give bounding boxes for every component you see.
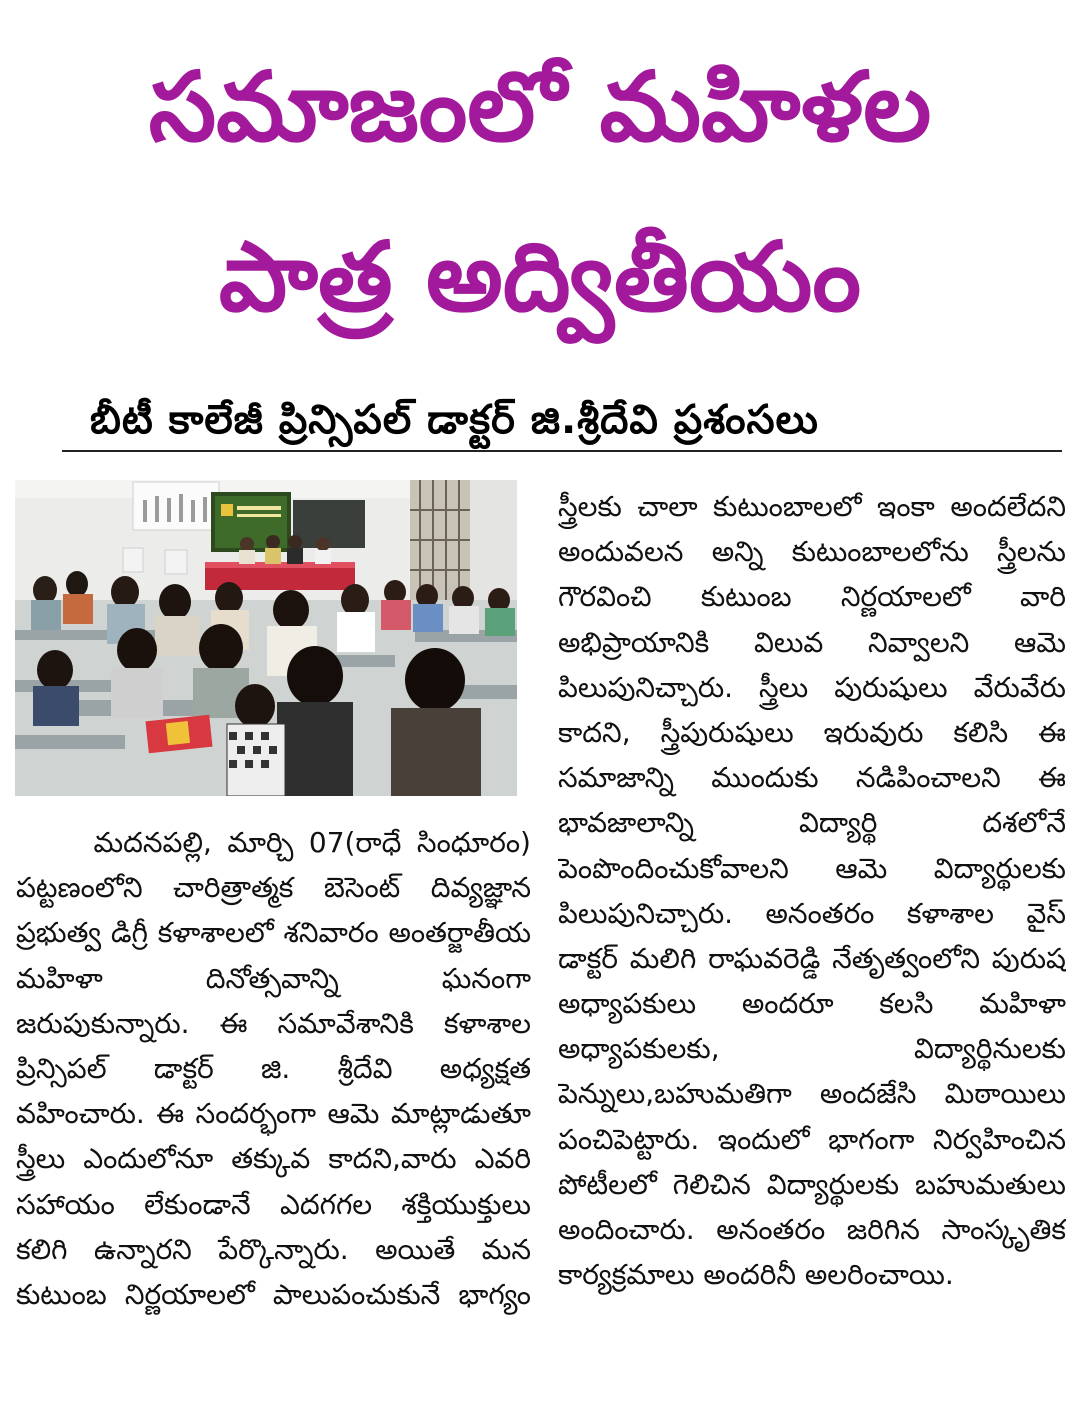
article-line: పంచిపెట్టారు. ఇందులో భాగంగా నిర్వహించిన <box>558 1122 1066 1156</box>
headline-line-1: సమాజంలో మహిళల <box>148 51 932 163</box>
article-line: డాక్టర్ మలిగి రాఘవరెడ్డి నేతృత్వంలోని పురుష <box>558 941 1066 975</box>
article-line: అధ్యాపకులకు, విద్యార్థినులకు <box>558 1032 1066 1066</box>
subheadline: బీటీ కాలేజీ ప్రిన్సిపల్ డాక్టర్ జి.శ్రీదేవి ప్రశంసలు <box>90 397 819 443</box>
article-line: పెన్నులు,బహుమతిగా అందజేసి మిఠాయిలు <box>558 1077 1066 1111</box>
article-photo <box>15 480 517 796</box>
article-line: గౌరవించి కుటుంబ నిర్ణయాలలో వారి <box>558 580 1066 614</box>
article-line: కలిగి ఉన్నారని పేర్కొన్నారు. అయితే మన <box>16 1232 531 1266</box>
subheadline-rule <box>62 450 1062 452</box>
classroom-photo-illustration <box>15 480 517 796</box>
article-line: పిలుపునిచ్చారు. స్త్రీలు పురుషులు వేరువేరు <box>558 670 1066 704</box>
article-line: అందించారు. అనంతరం జరిగిన సాంస్కృతిక <box>558 1213 1066 1246</box>
article-line: కుటుంబ నిర్ణయాలలో పాలుపంచుకునే భాగ్యం <box>16 1277 531 1311</box>
article-line: అభిప్రాయానికి విలువ నివ్వాలని ఆమె <box>558 625 1066 659</box>
article-line: భావజాలాన్ని విద్యార్థి దశలోనే <box>558 806 1066 840</box>
article-line: పెంపొందించుకోవాలని ఆమె విద్యార్థులకు <box>558 851 1066 885</box>
article-line: వహించారు. ఈ సందర్భంగా ఆమె మాట్లాడుతూ <box>16 1097 531 1131</box>
article-line: స్త్రీలకు చాలా కుటుంబాలలో ఇంకా అందలేదని <box>558 490 1066 523</box>
article-line: జరుపుకున్నారు. ఈ సమావేశానికి కళాశాల <box>16 1006 531 1040</box>
article-line: అధ్యాపకులు అందరూ కలసి మహిళా <box>558 987 1066 1021</box>
article-line: పోటీలలో గెలిచిన విద్యార్థులకు బహుమతులు <box>558 1167 1066 1201</box>
article-line: పట్టణంలోని చారిత్రాత్మక బెసెంట్ దివ్యజ్ఞాన <box>16 871 531 905</box>
article-line: సమాజాన్ని ముందుకు నడిపించాలని ఈ <box>558 761 1066 795</box>
article-line: ప్రిన్సిపల్ డాక్టర్ జి. శ్రీదేవి అధ్యక్షత <box>16 1051 531 1085</box>
article-line: సహాయం లేకుండానే ఎదగగల శక్తియుక్తులు <box>16 1187 531 1221</box>
article-line: స్త్రీలు ఎందులోనూ తక్కువ కాదని,వారు ఎవరి <box>16 1142 531 1176</box>
article-line: కాదని, స్త్రీపురుషులు ఇరువురు కలిసి ఈ <box>558 715 1066 749</box>
article-body-left <box>16 820 531 1317</box>
article-line: కార్యక్రమాలు అందరినీ అలరించాయి. <box>558 1258 954 1292</box>
article-body-right <box>558 484 1066 1297</box>
article-line: అందువలన అన్ని కుటుంబాలలోను స్త్రీలను <box>558 535 1066 569</box>
headline-line-2: పాత్ర అద్వితీయం <box>218 221 862 333</box>
article-line: ప్రభుత్వ డిగ్రీ కళాశాలలో శనివారం అంతర్జాతీయ <box>16 916 531 950</box>
article-line: మహిళా దినోత్సవాన్ని ఘనంగా <box>16 961 531 995</box>
article-line: మదనపల్లి, మార్చి 07(రాధే సింధూరం) <box>16 826 531 859</box>
article-line: పిలుపునిచ్చారు. అనంతరం కళాశాల వైస్ <box>558 896 1066 930</box>
